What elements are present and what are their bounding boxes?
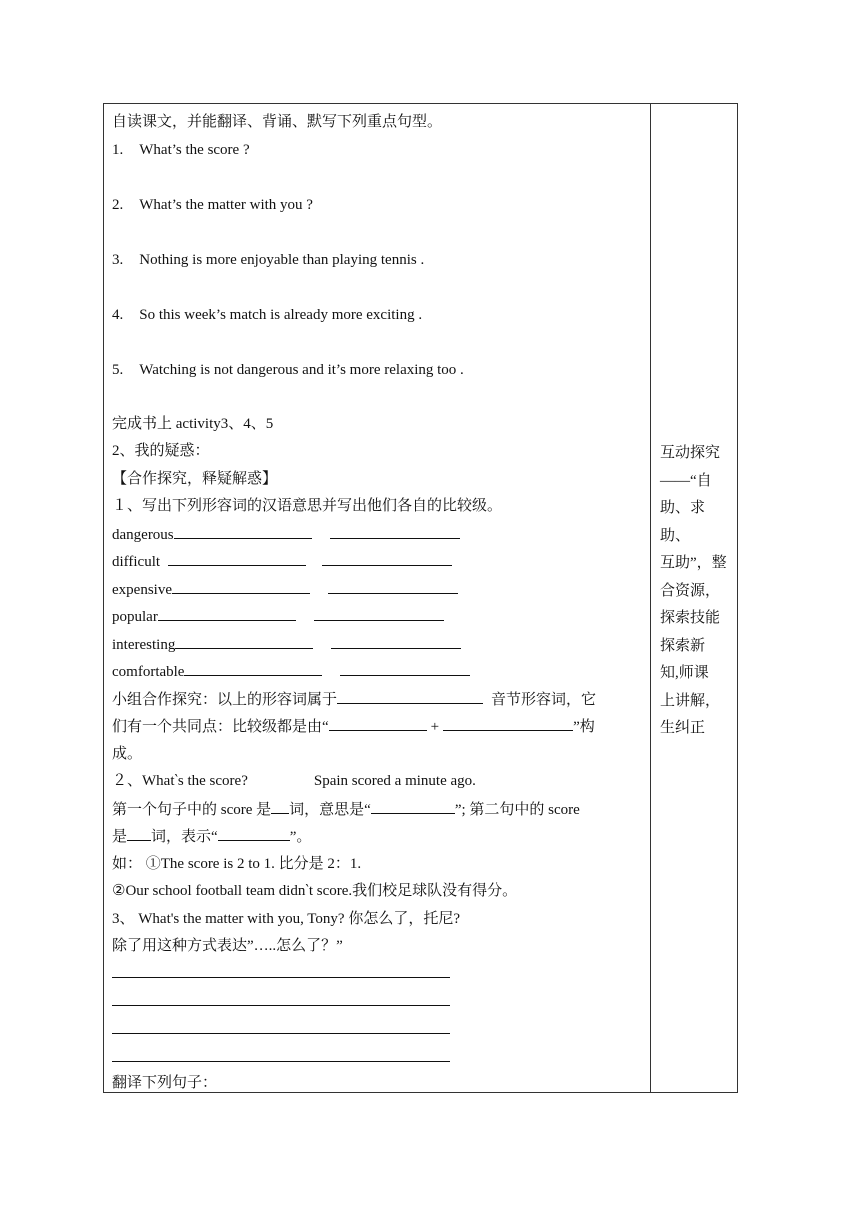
side-note-line: 上讲解， (660, 692, 721, 709)
doubts-heading: 2、我的疑惑： (112, 443, 210, 459)
side-note-line: 助、求助、 (660, 500, 706, 544)
group-text: ”构 (573, 719, 595, 735)
cooperate-heading: 【合作探究，释疑解惑】 (112, 471, 278, 487)
task-2-sentence-b: Spain scored a minute ago. (313, 773, 476, 789)
intro-text: 自读课文，并能翻译、背诵、默写下列重点句型。 (112, 114, 443, 130)
task-1: １、写出下列形容词的汉语意思并写出他们各自的比较级。 (112, 498, 503, 514)
sentence-text: So this week’s match is already more exciting . (139, 307, 423, 323)
adjective-word: expensive (112, 582, 172, 598)
group-discussion-line-2 (112, 716, 595, 737)
group-discussion-line-1 (112, 689, 596, 710)
adjective-row (112, 634, 461, 655)
sentence-2 (112, 195, 313, 215)
task-2-sentence-a: ２、What‵s the score? (112, 773, 248, 789)
comparative-blank[interactable] (330, 524, 460, 539)
adjective-word: comfortable (112, 664, 185, 680)
formula-blank-1[interactable] (329, 716, 427, 731)
adjective-row (112, 551, 452, 572)
sentence-4 (112, 305, 422, 325)
comparative-blank[interactable] (328, 579, 458, 594)
side-notes (660, 440, 734, 743)
answer-line[interactable] (112, 1061, 450, 1062)
score-explanation-2 (112, 826, 311, 847)
comparative-blank[interactable] (331, 634, 461, 649)
meaning-blank[interactable] (175, 634, 313, 649)
adjective-word: difficult (112, 554, 161, 570)
column-divider (650, 104, 651, 1092)
activity-text: 完成书上 activity3、4、5 (112, 416, 274, 432)
side-note-line: 探索新 (660, 637, 706, 654)
plus-sign: + (430, 719, 440, 735)
side-note-line: 探索技能 (660, 610, 721, 626)
meaning-blank[interactable] (174, 524, 312, 539)
score-explanation-1 (112, 799, 580, 820)
sentence-number: 2. (112, 197, 124, 213)
sentence-5 (112, 360, 464, 380)
adjective-word: dangerous (112, 527, 174, 543)
meaning-blank-2[interactable] (218, 826, 290, 841)
sentence-number: 4. (112, 307, 124, 323)
comparative-blank[interactable] (314, 606, 444, 621)
sentence-number: 5. (112, 362, 124, 378)
score-text: 词，意思是“ (289, 802, 371, 818)
side-note-line: 知,师课 (660, 665, 709, 681)
score-text: 第一个句子中的 score 是 (112, 802, 272, 818)
sentence-1 (112, 140, 250, 160)
answer-line[interactable] (112, 1005, 450, 1006)
meaning-blank[interactable] (172, 579, 310, 594)
sentence-3 (112, 250, 424, 270)
adjective-row (112, 524, 460, 545)
side-note-line: 互动探究 (660, 445, 721, 461)
formula-blank-2[interactable] (443, 716, 573, 731)
group-discussion-line-3: 成。 (112, 746, 143, 762)
adjective-word: popular (112, 609, 158, 625)
task-3: 3、 What's the matter with you, Tony? 你怎么了，托尼? (112, 911, 460, 927)
task-2 (112, 771, 476, 791)
score-text: ”; 第二句中的 score (454, 802, 580, 818)
part-of-speech-blank-2[interactable] (127, 826, 151, 841)
lesson-table (103, 103, 738, 1093)
sentence-text: Nothing is more enjoyable than playing tennis . (139, 252, 425, 268)
example-1: 如： ①The score is 2 to 1. 比分是 2：1. (112, 856, 362, 872)
score-text: 词，表示“ (151, 829, 218, 845)
meaning-blank[interactable] (158, 606, 296, 621)
sentence-text: What’s the matter with you ? (139, 197, 313, 213)
sentence-text: Watching is not dangerous and it’s more relaxing too . (139, 362, 464, 378)
answer-line[interactable] (112, 1033, 450, 1034)
adjective-word: interesting (112, 637, 176, 653)
group-text: 小组合作探究：以上的形容词属于 (112, 692, 338, 708)
adjective-row (112, 606, 444, 627)
part-of-speech-blank-1[interactable] (271, 799, 289, 814)
side-note-line: ——“自 (660, 472, 712, 489)
comparative-blank[interactable] (322, 551, 452, 566)
group-text: 音节形容词，它 (491, 692, 597, 708)
comparative-blank[interactable] (340, 661, 470, 676)
sentence-number: 1. (112, 142, 124, 158)
meaning-blank-1[interactable] (371, 799, 455, 814)
score-text: ”。 (289, 829, 312, 845)
group-text: 们有一个共同点：比较级都是由“ (112, 719, 329, 735)
side-note-line: 合资源， (660, 582, 721, 599)
translate-heading: 翻译下列句子： (112, 1075, 218, 1091)
adjective-row (112, 661, 470, 682)
meaning-blank[interactable] (168, 551, 306, 566)
syllable-blank[interactable] (337, 689, 483, 704)
side-note-line: 互助”，整 (660, 555, 727, 571)
meaning-blank[interactable] (184, 661, 322, 676)
sentence-number: 3. (112, 252, 124, 268)
example-2: ②Our school football team didn‵t score.我们校足球队没有得分。 (112, 883, 518, 899)
adjective-row (112, 579, 458, 600)
answer-line[interactable] (112, 977, 450, 978)
score-text: 是 (112, 829, 128, 845)
side-note-line: 生纠正 (660, 720, 706, 736)
sentence-text: What’s the score ? (139, 142, 250, 158)
task-3-other-ways: 除了用这种方式表达”…..怎么了？” (112, 938, 343, 954)
